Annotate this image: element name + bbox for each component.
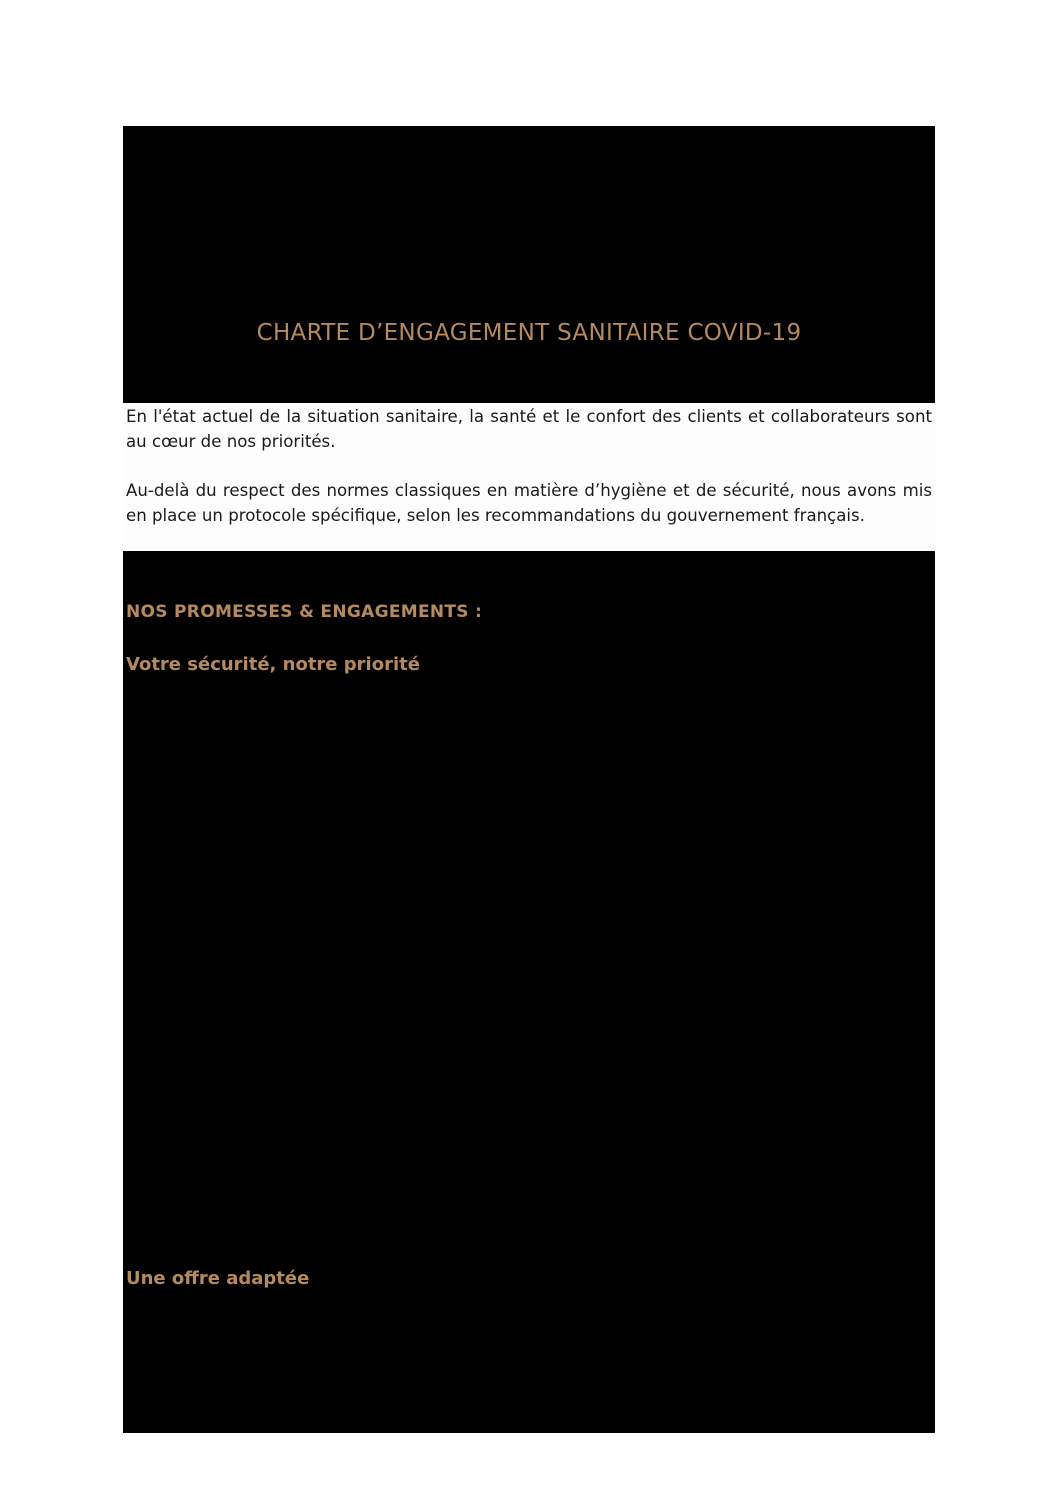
offer-subheading: Une offre adaptée: [126, 1268, 310, 1289]
document-title: CHARTE D’ENGAGEMENT SANITAIRE COVID-19: [256, 320, 802, 346]
commitments-section: [123, 551, 935, 1433]
intro-section: [123, 403, 935, 551]
intro-paragraph-2: Au-delà du respect des normes classiques en matière d’hygiène et de sécurité, nous avons mis en place un protocole spécifique, selon les recommandations du gouvernement français.: [126, 481, 932, 525]
intro-paragraph-1: En l'état actuel de la situation sanitaire, la santé et le confort des clients et collaborateurs sont au cœur de nos priorités.: [126, 407, 932, 451]
title-banner: [123, 126, 935, 403]
commitments-heading: NOS PROMESSES & ENGAGEMENTS :: [126, 602, 483, 622]
safety-subheading: Votre sécurité, notre priorité: [126, 654, 420, 675]
